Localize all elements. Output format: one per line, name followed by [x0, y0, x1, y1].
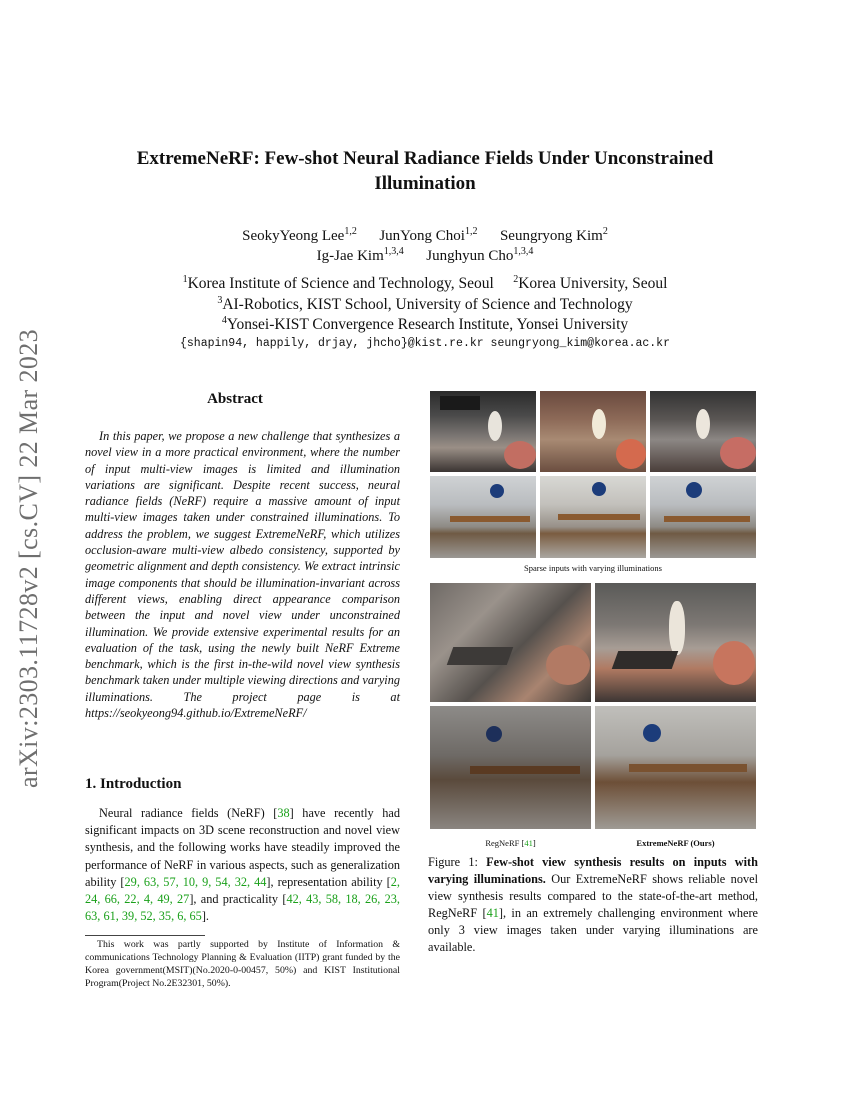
figure-1 [428, 391, 758, 831]
affiliation: Korea Institute of Science and Technology, Seoul [187, 275, 494, 293]
intro-body [85, 805, 400, 925]
citation-link[interactable]: 41 [524, 838, 533, 848]
input-image-hall-3 [650, 476, 756, 558]
footnote-text: This work was partly supported by Institute of Information & communications Technology Planning & Evaluation (IITP) grant funded by the Korea government(MSIT)(No.2020-0-00457, 50%) and KIST Institutional Program(Project No.2E32301, 50%). [85, 939, 400, 989]
input-image-room-1 [430, 391, 536, 472]
author-affiliation: 1,3,4 [383, 246, 404, 257]
regnerf-label [430, 838, 591, 848]
affiliation: AI-Robotics, KIST School, University of Science and Technology [222, 296, 633, 314]
input-image-hall-2 [540, 476, 646, 558]
author-name: Ig-Jae Kim [316, 248, 384, 264]
footnote-rule [85, 935, 205, 936]
affiliation-number: 3 [217, 295, 223, 306]
authors-line-1 [90, 226, 760, 245]
affiliation: Yonsei-KIST Convergence Research Institute, Yonsei University [226, 316, 629, 334]
input-image-hall-1 [430, 476, 536, 558]
affiliation-number: 4 [221, 315, 227, 326]
extremenerf-result-hall [595, 706, 756, 829]
regnerf-result-room [430, 583, 591, 702]
author-affiliation: 2 [602, 226, 608, 237]
affiliation-number: 2 [513, 274, 519, 285]
author-name: JunYong Choi [379, 228, 465, 244]
arxiv-stamp [14, 288, 54, 788]
citation-link[interactable]: 29, 63, 57, 10, 9, 54, 32, 44 [124, 874, 267, 889]
citation-link[interactable]: 38 [277, 806, 290, 820]
author-affiliation: 1,2 [344, 226, 357, 237]
intro-text: ], representation ability [ [266, 874, 391, 889]
author-emails: {shapin94, happily, drjay, jhcho}@kist.re.kr seungryong_kim@korea.ac.kr [180, 337, 670, 350]
author-name: SeokyYeong Lee [242, 228, 345, 244]
citation-link[interactable]: 41 [486, 906, 499, 921]
intro-text: ] have recently had significant impacts on 3D scene reconstruction and novel view synthesis, and the following works have steadily improved the performance of NeRF in various aspects, such as generalization ability [ [85, 806, 400, 889]
author-name: Junghyun Cho [426, 248, 514, 264]
regnerf-result-hall [430, 706, 591, 829]
title-line-1: ExtremeNeRF: Few-shot Neural Radiance Fields Under Unconstrained [136, 148, 714, 169]
arxiv-id: arXiv:2303.11728v2 [cs.CV] 22 Mar 2023 [14, 328, 43, 788]
intro-heading: 1. Introduction [85, 776, 182, 792]
footnote [85, 938, 400, 990]
paper-title [90, 146, 760, 196]
citation-link[interactable]: 42, 43, 58, 18, 26, 23, 63, 61, 39, 52, 35, 6, 65 [85, 892, 400, 924]
abstract-body [85, 428, 400, 721]
caption-text: Our ExtremeNeRF shows reliable novel view synthesis results compared to the state-of-the-art method, RegNeRF [ [428, 872, 758, 921]
intro-text: ], and practicality [ [189, 892, 287, 907]
inputs-caption: Sparse inputs with varying illuminations [524, 563, 662, 573]
affiliation: Korea University, Seoul [518, 275, 668, 293]
intro-text: Neural radiance fields (NeRF) [ [99, 806, 278, 820]
abstract-text: In this paper, we propose a new challenge that synthesizes a novel view in a more practical environment, where the number of input multi-view images is limited and illumination variations are significant. Despite recent success, neural radiance fields (NeRF) require a massive amount of input multi-view images taken under constrained illuminations. To address the problem, we suggest ExtremeNeRF, which utilizes occlusion-aware multi-view albedo consistency, supported by geometric alignment and depth consistency. We extract intrinsic image components that should be illumination-invariant across different views, enabling direct appearance comparison between the input and novel view under unconstrained illumination. We provide extensive experimental results for an evaluation of the task, using the newly built NeRF Extreme benchmark, which is the first in-the-wild novel view synthesis benchmark taken under multiple viewing directions and varying illuminations. The project page is at https://seokyeong94.github.io/ExtremeNeRF/ [85, 429, 400, 721]
title-line-2: Illumination [374, 173, 476, 194]
author-name: Seungryong Kim [499, 228, 603, 244]
affiliations-line-3 [90, 315, 760, 334]
extremenerf-label: ExtremeNeRF (Ours) [636, 838, 715, 848]
method-label: ] [532, 838, 536, 848]
caption-bold: Few-shot view synthesis results on inputs with varying illuminations. [428, 855, 758, 887]
author-affiliation: 1,2 [464, 226, 478, 237]
caption-prefix: Figure 1: [428, 855, 487, 869]
affiliations-line-1 [90, 274, 760, 293]
figure-caption [428, 854, 758, 957]
input-image-room-3 [650, 391, 756, 472]
affiliation-number: 1 [182, 274, 188, 285]
citation-link[interactable]: 2, 24, 66, 22, 4, 49, 27 [85, 874, 401, 907]
extremenerf-result-room [595, 583, 756, 702]
abstract-heading: Abstract [207, 391, 263, 407]
caption-text: ], in an extremely challenging environment where only 3 view images taken under varying illuminations are available. [428, 906, 758, 955]
intro-text: ]. [201, 909, 209, 924]
input-image-room-2 [540, 391, 646, 472]
affiliations-line-2 [90, 295, 760, 314]
author-affiliation: 1,3,4 [513, 246, 534, 257]
authors-line-2 [90, 246, 760, 265]
method-label: RegNeRF [ [485, 838, 525, 848]
